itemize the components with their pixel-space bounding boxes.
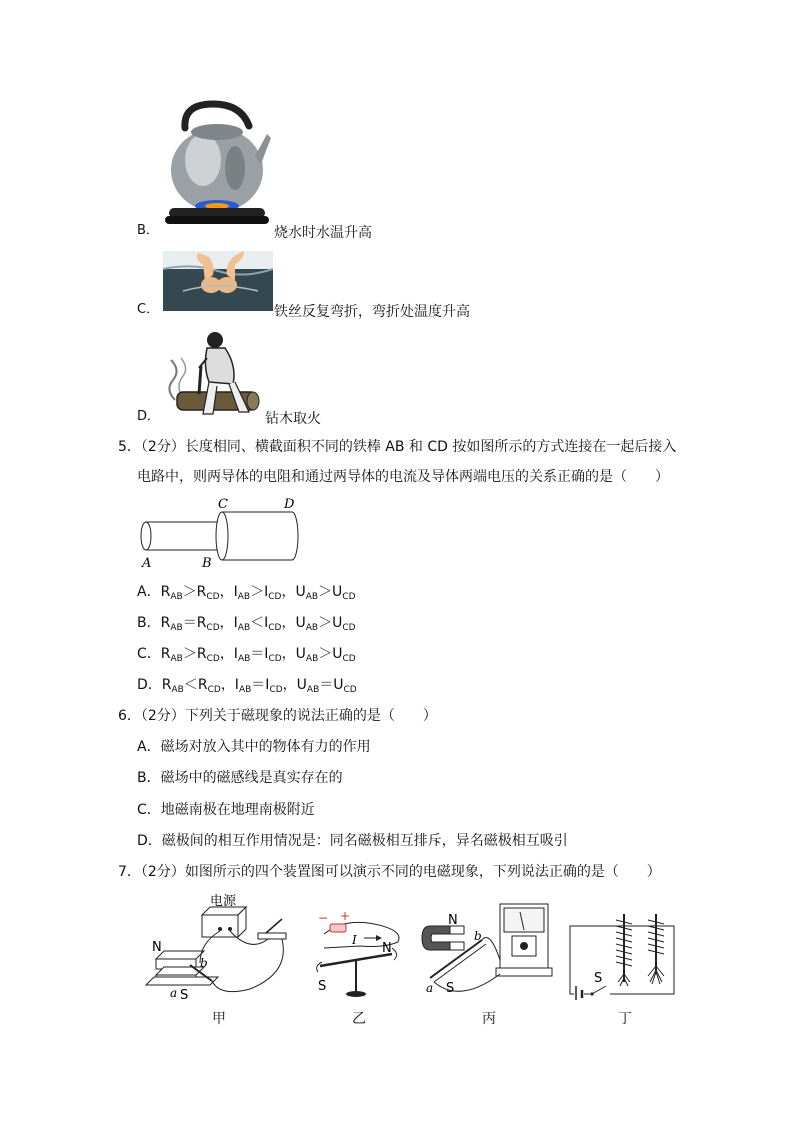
q7-figure-jia bbox=[140, 893, 290, 1003]
q6-stem: 6．（2分）下列关于磁现象的说法正确的是（ ） bbox=[118, 708, 437, 724]
q4-option-d-caption: 钻木取火 bbox=[265, 411, 321, 427]
q4-option-c-label: C． bbox=[137, 302, 160, 317]
q7-yi-current: I bbox=[352, 933, 357, 947]
q7-yi-plus: + bbox=[340, 909, 351, 923]
q6-option-c: C．地磁南极在地理南极附近 bbox=[137, 802, 315, 818]
q7-yi-caption: 乙 bbox=[352, 1011, 366, 1027]
q7-bing-b: b bbox=[474, 929, 482, 943]
q5-rods-figure bbox=[138, 494, 308, 570]
q4-option-b-label: B． bbox=[137, 223, 159, 238]
q5-label-b: B bbox=[202, 556, 212, 570]
q4-option-d-label: D． bbox=[137, 409, 161, 424]
q7-jia-a: a bbox=[170, 986, 178, 1000]
q4-option-b-caption: 烧水时水温升高 bbox=[274, 225, 372, 241]
kettle-on-stove-image bbox=[163, 98, 273, 230]
q5-option-d: D．$R_{AB}<R_{CD}$，$I_{AB}=I_{CD}$，$U_{AB}=U_{CD}$ bbox=[137, 677, 357, 695]
drilling-wood-fire-image bbox=[163, 330, 265, 420]
q6-option-b: B．磁场中的磁感线是真实存在的 bbox=[137, 770, 343, 786]
q7-figure-bing bbox=[420, 900, 560, 1004]
q7-ding-s: S bbox=[594, 971, 603, 986]
q6-option-a: A．磁场对放入其中的物体有力的作用 bbox=[137, 739, 371, 755]
q7-bing-n: N bbox=[448, 913, 458, 928]
q7-bing-a: a bbox=[426, 981, 434, 995]
q7-bing-s: S bbox=[446, 981, 455, 996]
q7-jia-n: N bbox=[152, 940, 162, 955]
q7-jia-s: S bbox=[180, 988, 189, 1003]
q4-option-c-caption: 铁丝反复弯折，弯折处温度升高 bbox=[274, 304, 470, 320]
q7-yi-n: N bbox=[382, 941, 392, 956]
q7-ding-caption: 丁 bbox=[618, 1011, 632, 1027]
q5-label-d: D bbox=[284, 497, 295, 512]
q5-label-c: C bbox=[218, 497, 228, 512]
q7-bing-caption: 丙 bbox=[482, 1011, 496, 1027]
q7-jia-b: b bbox=[200, 956, 208, 970]
q7-stem: 7．（2分）如图所示的四个装置图可以演示不同的电磁现象，下列说法正确的是（ ） bbox=[118, 864, 661, 880]
q5-option-c: C．$R_{AB}>R_{CD}$，$I_{AB}=I_{CD}$，$U_{AB}>U_{CD}$ bbox=[137, 646, 356, 664]
q5-stem-line2: 电路中，则两导体的电阻和通过两导体的电流及导体两端电压的关系正确的是（ ） bbox=[137, 469, 669, 485]
q7-jia-caption: 甲 bbox=[212, 1011, 226, 1027]
q7-jia-power-label: 电源 bbox=[210, 894, 237, 909]
q5-option-a: A．$R_{AB}>R_{CD}$，$I_{AB}>I_{CD}$，$U_{AB}>U_{CD}$ bbox=[137, 584, 356, 602]
q6-option-d: D．磁极间的相互作用情况是：同名磁极相互排斥，异名磁极相互吸引 bbox=[137, 833, 568, 849]
q7-yi-minus: − bbox=[318, 911, 329, 925]
q7-figure-yi bbox=[304, 908, 412, 998]
bending-wire-image bbox=[163, 251, 273, 311]
q5-option-b: B．$R_{AB}=R_{CD}$，$I_{AB}<I_{CD}$，$U_{AB}>U_{CD}$ bbox=[137, 615, 356, 633]
q7-figure-ding bbox=[566, 910, 678, 1000]
q5-label-a: A bbox=[142, 556, 152, 570]
q5-stem-line1: 5．（2分）长度相同、横截面积不同的铁棒 AB 和 CD 按如图所示的方式连接在一起后接入 bbox=[118, 439, 677, 455]
q7-yi-s: S bbox=[318, 979, 327, 994]
